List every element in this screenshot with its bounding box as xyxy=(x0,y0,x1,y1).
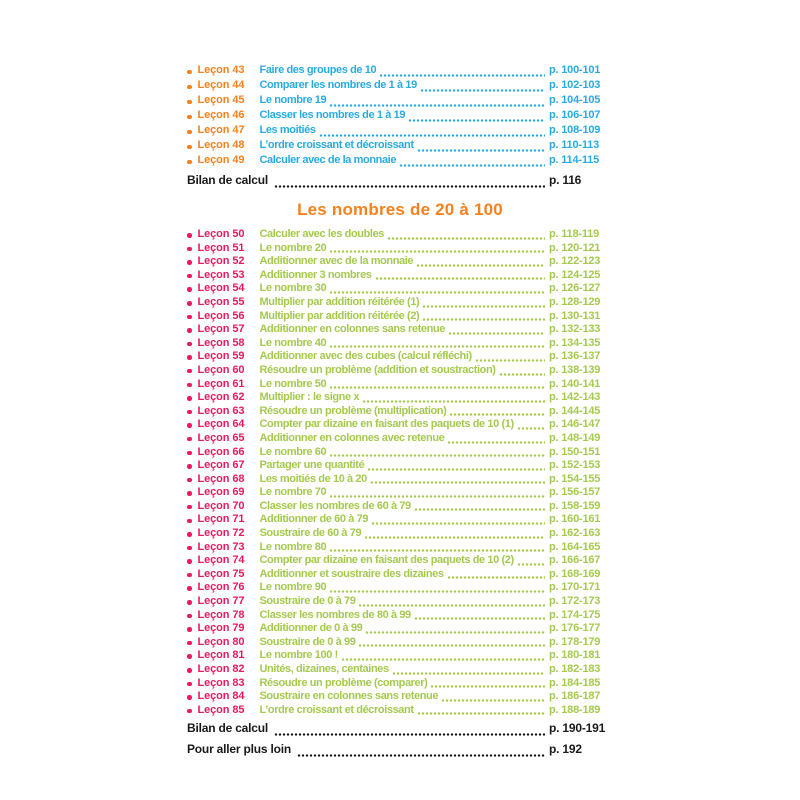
dot-leader-icon xyxy=(274,185,545,188)
lesson-label: Leçon 67 xyxy=(197,459,245,472)
bullet-icon xyxy=(187,505,192,510)
lesson-row xyxy=(187,636,613,650)
lesson-label: Leçon 55 xyxy=(197,295,245,308)
lesson-title: Compter par dizaine en faisant des paquets de 10 (1) xyxy=(259,418,514,431)
lesson-pages: p. 176-177 xyxy=(549,622,601,635)
lesson-label: Leçon 54 xyxy=(197,282,245,295)
lesson-row xyxy=(187,391,613,405)
lesson-pages: p. 160-161 xyxy=(549,513,601,526)
bullet-icon xyxy=(187,301,192,306)
lesson-row xyxy=(187,255,613,269)
dot-leader-icon xyxy=(329,590,545,593)
lesson-title: Résoudre un problème (addition et soustraction) xyxy=(259,363,496,376)
dot-leader-icon xyxy=(329,250,545,253)
lesson-pages: p. 110-113 xyxy=(549,139,599,151)
lesson-row xyxy=(187,64,613,79)
lesson-title: Le nombre 40 xyxy=(259,336,327,349)
bullet-icon xyxy=(187,328,192,333)
lesson-label: Leçon 76 xyxy=(197,581,245,594)
bullet-icon xyxy=(187,478,192,483)
bullet-icon xyxy=(187,491,192,496)
dot-leader-icon xyxy=(365,631,545,634)
lesson-row xyxy=(187,405,613,419)
lesson-label: Leçon 44 xyxy=(197,79,245,91)
lesson-label: Leçon 58 xyxy=(197,336,245,349)
summary-pages: p. 192 xyxy=(549,742,582,757)
lesson-pages: p. 134-135 xyxy=(549,336,601,349)
lesson-row xyxy=(187,139,613,154)
lesson-title: Résoudre un problème (comparer) xyxy=(259,676,428,689)
lesson-label: Leçon 52 xyxy=(197,255,245,268)
lesson-pages: p. 142-143 xyxy=(549,391,601,404)
lesson-pages: p. 188-189 xyxy=(549,703,601,716)
lesson-row xyxy=(187,323,613,337)
lesson-row xyxy=(187,124,613,139)
bullet-icon xyxy=(187,233,192,238)
lesson-label: Leçon 79 xyxy=(197,622,245,635)
lesson-label: Leçon 71 xyxy=(197,513,245,526)
lesson-title: L’ordre croissant et décroissant xyxy=(259,703,414,716)
lesson-row xyxy=(187,677,613,691)
lesson-label: Leçon 66 xyxy=(197,445,245,458)
lesson-row xyxy=(187,649,613,663)
lesson-label: Leçon 80 xyxy=(197,635,245,648)
lesson-title: Unités, dizaines, centaines xyxy=(259,663,389,675)
bullet-icon xyxy=(187,130,192,135)
toc-section-20-100 xyxy=(187,228,613,759)
lesson-label: Leçon 68 xyxy=(197,472,245,485)
bullet-icon xyxy=(187,654,192,659)
lesson-pages: p. 150-151 xyxy=(549,445,601,458)
lesson-list xyxy=(187,228,613,717)
lesson-label: Leçon 74 xyxy=(197,554,245,567)
summary-pages: p. 190-191 xyxy=(549,721,606,736)
lesson-row xyxy=(187,364,613,378)
lesson-title: Le nombre 50 xyxy=(259,377,327,390)
summary-label: Bilan de calcul xyxy=(187,721,269,736)
lesson-label: Leçon 75 xyxy=(197,567,245,580)
dot-leader-icon xyxy=(329,495,545,498)
lesson-pages: p. 138-139 xyxy=(549,363,601,376)
dot-leader-icon xyxy=(375,277,546,280)
lesson-pages: p. 166-167 xyxy=(549,554,601,567)
dot-leader-icon xyxy=(274,733,545,736)
bullet-icon xyxy=(187,532,192,537)
lesson-pages: p. 100-101 xyxy=(549,64,601,76)
dot-leader-icon xyxy=(475,359,545,362)
lesson-label: Leçon 83 xyxy=(197,676,245,689)
bullet-icon xyxy=(187,682,192,687)
dot-leader-icon xyxy=(422,305,545,308)
lesson-title: Partager une quantité xyxy=(259,459,365,472)
lesson-pages: p. 184-185 xyxy=(549,676,601,689)
summary-row-pour-aller-plus-loin xyxy=(187,742,613,759)
lesson-label: Leçon 48 xyxy=(197,139,245,151)
lesson-label: Leçon 82 xyxy=(197,663,245,675)
dot-leader-icon xyxy=(441,699,545,702)
lesson-list xyxy=(187,64,613,169)
dot-leader-icon xyxy=(448,332,545,335)
lesson-title: Le nombre 100 ! xyxy=(259,649,338,662)
dot-leader-icon xyxy=(420,89,545,92)
bullet-icon xyxy=(187,614,192,619)
dot-leader-icon xyxy=(341,658,545,661)
lesson-row xyxy=(187,486,613,500)
bullet-icon xyxy=(187,315,192,320)
lesson-label: Leçon 69 xyxy=(197,486,245,499)
lesson-row xyxy=(187,622,613,636)
bullet-icon xyxy=(187,70,192,75)
lesson-row xyxy=(187,228,613,242)
bullet-icon xyxy=(187,287,192,292)
lesson-title: Résoudre un problème (multiplication) xyxy=(259,404,447,417)
lesson-title: Soustraire de 60 à 79 xyxy=(259,527,362,540)
dot-leader-icon xyxy=(422,318,545,321)
toc-section-1-19 xyxy=(187,64,613,190)
lesson-pages: p. 164-165 xyxy=(549,540,601,553)
lesson-row xyxy=(187,500,613,514)
lesson-pages: p. 104-105 xyxy=(549,94,601,106)
lesson-label: Leçon 46 xyxy=(197,109,245,121)
lesson-pages: p. 152-153 xyxy=(549,459,601,472)
bullet-icon xyxy=(187,383,192,388)
lesson-row xyxy=(187,154,613,169)
lesson-title: Soustraire en colonnes sans retenue xyxy=(259,690,439,703)
lesson-title: Additionner de 0 à 99 xyxy=(259,622,363,635)
lesson-title: Faire des groupes de 10 xyxy=(259,64,377,76)
bullet-icon xyxy=(187,519,192,524)
lesson-pages: p. 130-131 xyxy=(549,309,601,322)
lesson-row xyxy=(187,446,613,460)
lesson-row xyxy=(187,432,613,446)
lesson-title: Multiplier par addition réitérée (2) xyxy=(259,309,420,322)
bullet-icon xyxy=(187,260,192,265)
dot-leader-icon xyxy=(329,291,545,294)
dot-leader-icon xyxy=(414,617,545,620)
lesson-row xyxy=(187,94,613,109)
bullet-icon xyxy=(187,423,192,428)
lesson-pages: p. 108-109 xyxy=(549,124,601,136)
dot-leader-icon xyxy=(329,104,545,107)
lesson-row xyxy=(187,704,613,718)
bullet-icon xyxy=(187,437,192,442)
lesson-pages: p. 132-133 xyxy=(549,323,601,336)
lesson-pages: p. 186-187 xyxy=(549,690,601,703)
bullet-icon xyxy=(187,100,192,105)
lesson-label: Leçon 50 xyxy=(197,228,245,240)
lesson-row xyxy=(187,581,613,595)
lesson-row xyxy=(187,568,613,582)
lesson-title: Soustraire de 0 à 99 xyxy=(259,635,356,648)
lesson-pages: p. 158-159 xyxy=(549,499,601,512)
lesson-row xyxy=(187,282,613,296)
lesson-row xyxy=(187,378,613,392)
bullet-icon xyxy=(187,586,192,591)
bullet-icon xyxy=(187,369,192,374)
lesson-pages: p. 182-183 xyxy=(549,663,601,675)
summary-label: Pour aller plus loin xyxy=(187,742,292,757)
dot-leader-icon xyxy=(408,119,545,122)
lesson-pages: p. 144-145 xyxy=(549,404,601,417)
bullet-icon xyxy=(187,695,192,700)
bullet-icon xyxy=(187,274,192,279)
lesson-row xyxy=(187,418,613,432)
lesson-title: Les moitiés xyxy=(259,124,316,136)
lesson-title: Le nombre 80 xyxy=(259,540,327,553)
lesson-pages: p. 168-169 xyxy=(549,567,601,580)
bullet-icon xyxy=(187,668,192,673)
lesson-pages: p. 124-125 xyxy=(549,268,601,281)
dot-leader-icon xyxy=(370,481,545,484)
lesson-title: Additionner en colonnes avec retenue xyxy=(259,431,445,444)
bullet-icon xyxy=(187,160,192,165)
dot-leader-icon xyxy=(362,400,545,403)
dot-leader-icon xyxy=(417,149,545,152)
bullet-icon xyxy=(187,145,192,150)
dot-leader-icon xyxy=(367,468,545,471)
lesson-row xyxy=(187,296,613,310)
lesson-label: Leçon 81 xyxy=(197,649,245,662)
bullet-icon xyxy=(187,451,192,456)
lesson-row xyxy=(187,337,613,351)
lesson-title: Le nombre 30 xyxy=(259,282,327,295)
lesson-title: Additionner et soustraire des dizaines xyxy=(259,567,444,580)
lesson-title: Les moitiés de 10 à 20 xyxy=(259,472,367,485)
lesson-label: Leçon 57 xyxy=(197,323,245,336)
lesson-row xyxy=(187,595,613,609)
dot-leader-icon xyxy=(319,134,545,137)
lesson-label: Leçon 47 xyxy=(197,124,245,136)
lesson-row xyxy=(187,242,613,256)
lesson-pages: p. 154-155 xyxy=(549,472,601,485)
dot-leader-icon xyxy=(447,576,545,579)
bullet-icon xyxy=(187,627,192,632)
lesson-title: Calculer avec les doubles xyxy=(259,228,385,240)
lesson-label: Leçon 51 xyxy=(197,241,245,254)
dot-leader-icon xyxy=(329,386,545,389)
lesson-label: Leçon 53 xyxy=(197,268,245,281)
lesson-title: Le nombre 70 xyxy=(259,486,327,499)
lesson-label: Leçon 43 xyxy=(197,64,245,76)
summary-pages: p. 116 xyxy=(549,173,582,187)
lesson-pages: p. 148-149 xyxy=(549,431,601,444)
bullet-icon xyxy=(187,546,192,551)
dot-leader-icon xyxy=(387,237,545,240)
lesson-pages: p. 140-141 xyxy=(549,377,601,390)
lesson-title: Classer les nombres de 1 à 19 xyxy=(259,109,406,121)
lesson-title: Additionner 3 nombres xyxy=(259,268,372,281)
bullet-icon xyxy=(187,641,192,646)
lesson-pages: p. 174-175 xyxy=(549,608,601,621)
lesson-pages: p. 156-157 xyxy=(549,486,601,499)
lesson-pages: p. 114-115 xyxy=(549,154,599,166)
lesson-pages: p. 172-173 xyxy=(549,595,601,608)
lesson-row xyxy=(187,527,613,541)
lesson-label: Leçon 49 xyxy=(197,154,245,166)
lesson-title: Soustraire de 0 à 79 xyxy=(259,595,356,608)
lesson-row xyxy=(187,310,613,324)
dot-leader-icon xyxy=(329,549,545,552)
lesson-title: Additionner en colonnes sans retenue xyxy=(259,323,445,336)
lesson-pages: p. 136-137 xyxy=(549,350,601,363)
lesson-title: Comparer les nombres de 1 à 19 xyxy=(259,79,417,91)
lesson-title: Le nombre 90 xyxy=(259,581,327,594)
lesson-label: Leçon 61 xyxy=(197,377,245,390)
dot-leader-icon xyxy=(430,685,545,688)
toc-content xyxy=(187,0,613,759)
dot-leader-icon xyxy=(417,712,545,715)
lesson-pages: p. 106-107 xyxy=(549,109,601,121)
lesson-pages: p. 170-171 xyxy=(549,581,601,594)
dot-leader-icon xyxy=(379,74,545,77)
dot-leader-icon xyxy=(358,644,545,647)
dot-leader-icon xyxy=(517,563,545,566)
bullet-icon xyxy=(187,573,192,578)
lesson-pages: p. 146-147 xyxy=(549,418,601,431)
lesson-pages: p. 126-127 xyxy=(549,282,601,295)
lesson-pages: p. 180-181 xyxy=(549,649,601,662)
lesson-row xyxy=(187,79,613,94)
summary-label: Bilan de calcul xyxy=(187,173,269,187)
lesson-title: Le nombre 19 xyxy=(259,94,327,106)
dot-leader-icon xyxy=(499,373,545,376)
bullet-icon xyxy=(187,709,192,714)
lesson-row xyxy=(187,109,613,124)
lesson-label: Leçon 56 xyxy=(197,309,245,322)
dot-leader-icon xyxy=(399,164,545,167)
dot-leader-icon xyxy=(392,672,545,675)
lesson-title: Additionner avec de la monnaie xyxy=(259,255,414,268)
lesson-label: Leçon 60 xyxy=(197,363,245,376)
lesson-label: Leçon 73 xyxy=(197,540,245,553)
lesson-title: Classer les nombres de 60 à 79 xyxy=(259,499,411,512)
lesson-row xyxy=(187,554,613,568)
lesson-title: Additionner de 60 à 79 xyxy=(259,513,369,526)
bullet-icon xyxy=(187,247,192,252)
lesson-label: Leçon 84 xyxy=(197,690,245,703)
bullet-icon xyxy=(187,355,192,360)
lesson-row xyxy=(187,541,613,555)
lesson-row xyxy=(187,459,613,473)
dot-leader-icon xyxy=(329,345,545,348)
lesson-row xyxy=(187,690,613,704)
lesson-label: Leçon 72 xyxy=(197,527,245,540)
dot-leader-icon xyxy=(329,454,545,457)
lesson-title: L’ordre croissant et décroissant xyxy=(259,139,414,151)
lesson-label: Leçon 59 xyxy=(197,350,245,363)
lesson-title: Classer les nombres de 80 à 99 xyxy=(259,608,411,621)
lesson-row xyxy=(187,473,613,487)
lesson-row xyxy=(187,350,613,364)
bullet-icon xyxy=(187,559,192,564)
lesson-pages: p. 162-163 xyxy=(549,527,601,540)
lesson-pages: p. 120-121 xyxy=(549,241,601,254)
section-header: Les nombres de 20 à 100 xyxy=(297,200,503,219)
lesson-row xyxy=(187,609,613,623)
dot-leader-icon xyxy=(364,536,545,539)
dot-leader-icon xyxy=(517,427,545,430)
bullet-icon xyxy=(187,85,192,90)
bullet-icon xyxy=(187,342,192,347)
bullet-icon xyxy=(187,410,192,415)
lesson-label: Leçon 78 xyxy=(197,608,245,621)
lesson-title: Calculer avec de la monnaie xyxy=(259,154,397,166)
lesson-row xyxy=(187,513,613,527)
lesson-pages: p. 118-119 xyxy=(549,228,599,240)
summary-row-bilan-2 xyxy=(187,721,613,738)
lesson-title: Le nombre 20 xyxy=(259,241,327,254)
lesson-label: Leçon 85 xyxy=(197,703,245,716)
lesson-label: Leçon 70 xyxy=(197,499,245,512)
lesson-title: Multiplier par addition réitérée (1) xyxy=(259,295,420,308)
lesson-label: Leçon 77 xyxy=(197,595,245,608)
lesson-label: Leçon 63 xyxy=(197,404,245,417)
lesson-title: Le nombre 60 xyxy=(259,445,327,458)
lesson-pages: p. 178-179 xyxy=(549,635,601,648)
dot-leader-icon xyxy=(449,413,545,416)
lesson-title: Additionner avec des cubes (calcul réfléchi) xyxy=(259,350,472,363)
lesson-pages: p. 122-123 xyxy=(549,255,601,268)
dot-leader-icon xyxy=(297,754,545,757)
bullet-icon xyxy=(187,115,192,120)
bullet-icon xyxy=(187,396,192,401)
bullet-icon xyxy=(187,464,192,469)
lesson-label: Leçon 62 xyxy=(197,391,245,404)
lesson-pages: p. 102-103 xyxy=(549,79,601,91)
dot-leader-icon xyxy=(371,522,545,525)
lesson-label: Leçon 45 xyxy=(197,94,245,106)
dot-leader-icon xyxy=(358,604,545,607)
dot-leader-icon xyxy=(414,508,545,511)
lesson-pages: p. 128-129 xyxy=(549,295,601,308)
lesson-title: Multiplier : le signe x xyxy=(259,391,360,404)
dot-leader-icon xyxy=(416,264,545,267)
lesson-title: Compter par dizaine en faisant des paquets de 10 (2) xyxy=(259,554,514,567)
lesson-row xyxy=(187,269,613,283)
summary-row-bilan-1 xyxy=(187,173,613,190)
bullet-icon xyxy=(187,600,192,605)
dot-leader-icon xyxy=(447,441,545,444)
lesson-label: Leçon 64 xyxy=(197,418,245,431)
lesson-label: Leçon 65 xyxy=(197,431,245,444)
lesson-row xyxy=(187,663,613,677)
